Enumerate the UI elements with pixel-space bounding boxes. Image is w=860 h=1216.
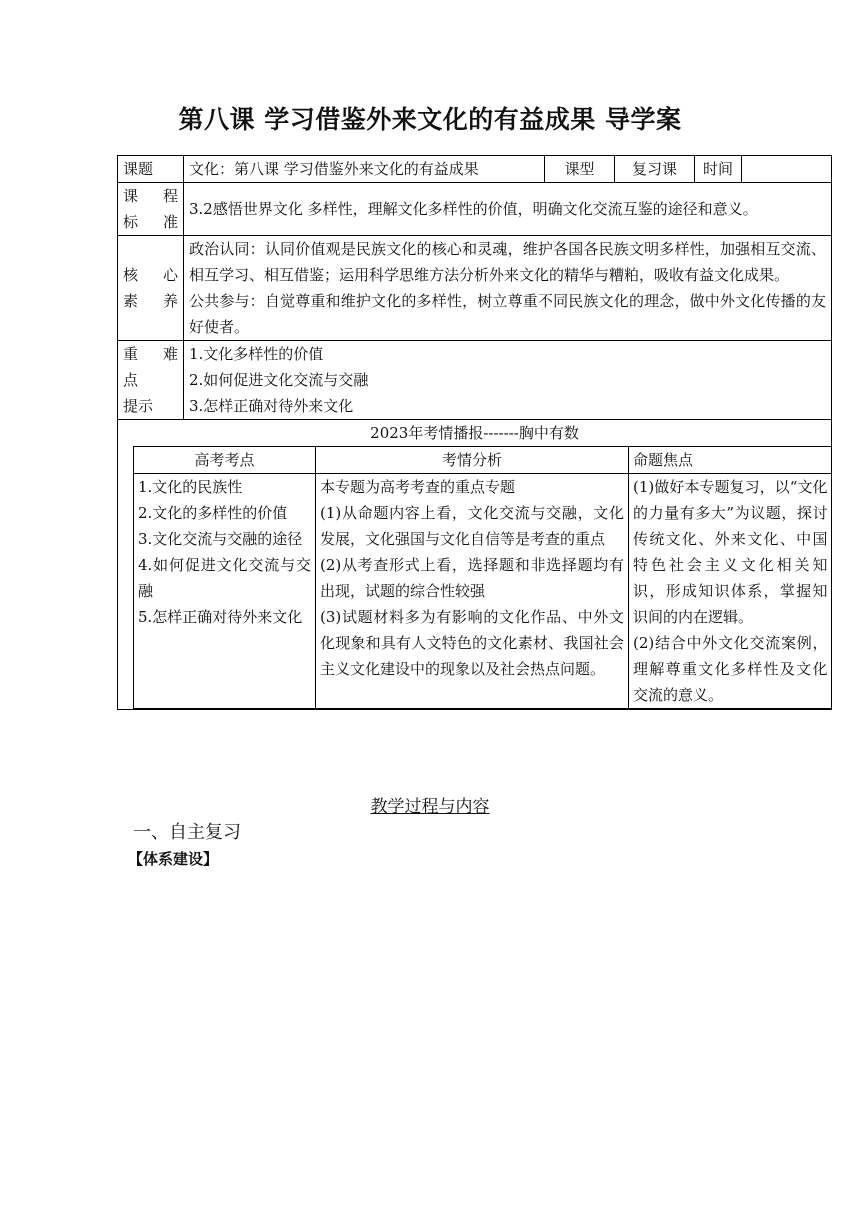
exam-table-row [118,446,832,710]
focus-item: (1)做好本专题复习，以“文化的力量有多大”为议题，探讨传统文化、外来文化、中国特色社会主义文化相关知识，形成知识体系，掌握知识间的内在逻辑。 [633,478,828,626]
section-heading: 教学过程与内容 [370,797,490,817]
literacy-political-identity: 政治认同：认同价值观是民族文化的核心和灵魂，维护各国各民族文明多样性，加强相互交流、相互学习、相互借鉴；运用科学思维方法分析外来文化的精华与糟粕，吸收有益文化成果。 [189,240,826,284]
exam-points-list [134,474,316,709]
key-point-item: 1.文化多样性的价值 [189,345,324,363]
exam-section-title: 2023年考情播报-------胸中有数 [118,420,832,447]
exam-point-item: 5.怎样正确对待外来文化 [138,608,303,626]
document-title: 第八课 学习借鉴外来文化的有益成果 导学案 [178,105,682,134]
literacy-public-participation: 公共参与：自觉尊重和维护文化的多样性，树立尊重不同民族文化的理念，做中外文化传播的友好使者。 [189,292,826,336]
header-exam-analysis: 考情分析 [316,447,629,474]
exam-content-row [134,474,832,709]
sub-heading: 一、自主复习 [133,822,241,843]
literacy-row [118,236,832,341]
lesson-plan-table [117,155,832,710]
focus-item: (2)结合中外文化交流案例，理解尊重文化多样性及文化交流的意义。 [633,634,828,704]
key-points-label-line1: 重 难 [123,345,178,363]
exam-title-row [118,420,832,447]
exam-point-item: 3.文化交流与交融的途径 [138,530,303,548]
type-label: 课型 [545,156,615,183]
time-label: 时间 [695,156,742,183]
key-points-label [118,341,184,420]
key-points-label-line2: 点 [123,371,139,389]
standard-row [118,183,832,236]
literacy-text [184,236,832,341]
analysis-item: (3)试题材料多为有影响的文化作品、中外文化现象和具有人文特色的文化素材、我国社会主义文化建设中的现象以及社会热点问题。 [320,608,624,678]
standard-label-line2: 标 准 [123,213,178,231]
literacy-label-line1: 核 心 [123,266,178,284]
standard-label [118,183,184,236]
analysis-item: 本专题为高考考查的重点专题 [320,478,516,496]
exam-point-item: 4.如何促进文化交流与交融 [138,556,311,600]
key-points-row [118,341,832,420]
exam-analysis-table [133,446,832,709]
header-exam-points: 高考考点 [134,447,316,474]
literacy-label [118,236,184,341]
exam-point-item: 1.文化的民族性 [138,478,243,496]
key-point-item: 3.怎样正确对待外来文化 [189,397,354,415]
key-point-item: 2.如何促进文化交流与交融 [189,371,369,389]
type-value: 复习课 [615,156,695,183]
analysis-item: (1)从命题内容上看，文化交流与交融，文化发展，文化强国与文化自信等是考查的重点 [320,504,624,548]
header-question-focus: 命题焦点 [629,447,832,474]
exam-analysis-text [316,474,629,709]
standard-label-line1: 课 程 [123,187,178,205]
bracket-heading: 【体系建设】 [128,850,219,868]
standard-text: 3.2感悟世界文化 多样性，理解文化多样性的价值，明确文化交流互鉴的途径和意义。 [184,183,832,236]
exam-header-row [134,447,832,474]
time-value [742,156,832,183]
key-points-list [184,341,832,420]
exam-table-container [118,446,832,710]
topic-value: 文化：第八课 学习借鉴外来文化的有益成果 [184,156,545,183]
exam-point-item: 2.文化的多样性的价值 [138,504,288,522]
question-focus-text [629,474,832,709]
key-points-label-line3: 提示 [123,397,154,415]
info-row [118,156,832,183]
topic-label: 课题 [118,156,184,183]
literacy-label-line2: 素 养 [123,292,178,310]
analysis-item: (2)从考查形式上看，选择题和非选择题均有出现，试题的综合性较强 [320,556,624,600]
